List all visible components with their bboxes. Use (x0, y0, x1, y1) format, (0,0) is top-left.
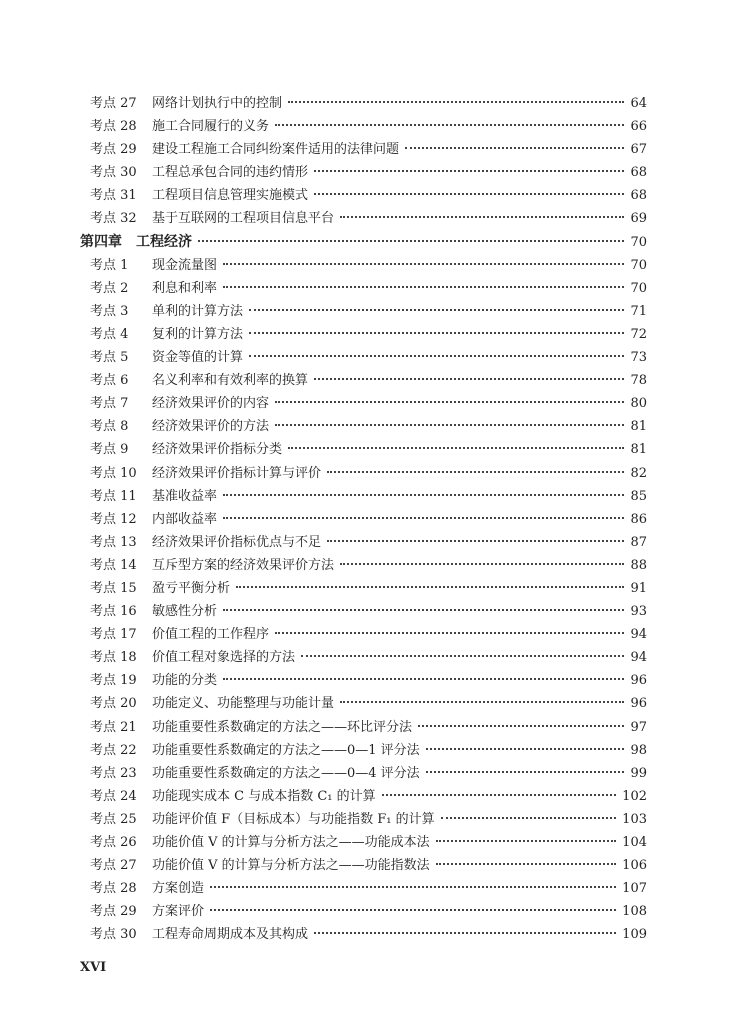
entry-label: 考点 29 (90, 142, 137, 158)
entry-label: 考点 27 (90, 858, 137, 874)
entry-label: 考点 17 (90, 627, 137, 643)
toc-entry[interactable] (80, 669, 647, 692)
entry-label: 考点 13 (90, 534, 137, 550)
entry-label: 考点 11 (90, 488, 137, 504)
entry-label: 考点 23 (90, 765, 137, 781)
entry-page-number: 67 (630, 142, 647, 158)
entry-label: 考点 20 (90, 696, 137, 712)
dot-leader (441, 817, 617, 819)
dot-leader (275, 632, 624, 634)
dot-leader (314, 378, 624, 380)
entry-title: 功能定义、功能整理与功能计量 (152, 696, 335, 712)
entry-title: 利息和利率 (152, 280, 218, 296)
dot-leader (210, 886, 616, 888)
toc-entry[interactable] (80, 485, 647, 508)
entry-label: 考点 9 (90, 442, 129, 458)
dot-leader (223, 494, 624, 496)
entry-title: 方案评价 (152, 904, 205, 920)
entry-page-number: 96 (630, 696, 647, 712)
dot-leader (405, 147, 624, 149)
entry-label: 考点 5 (90, 350, 129, 366)
dot-leader (288, 101, 624, 103)
entry-page-number: 88 (630, 557, 647, 573)
dot-leader (223, 263, 624, 265)
toc-entry[interactable] (80, 184, 647, 207)
toc-entry[interactable] (80, 600, 647, 623)
entry-page-number: 97 (630, 719, 647, 735)
entry-label: 考点 8 (90, 419, 129, 435)
entry-label: 考点 26 (90, 835, 137, 850)
entry-label: 考点 3 (90, 303, 129, 319)
entry-title: 功能重要性系数确定的方法之——0—1 评分法 (152, 742, 420, 758)
entry-label: 考点 24 (90, 788, 137, 804)
entry-title: 经济效果评价指标分类 (152, 442, 283, 458)
entry-label: 考点 29 (90, 904, 137, 920)
toc-entry[interactable] (80, 392, 647, 415)
page-number: XVI (80, 960, 107, 975)
dot-leader (236, 586, 624, 588)
toc-entry[interactable] (80, 415, 647, 438)
dot-leader (275, 424, 624, 426)
toc-entry[interactable] (80, 207, 647, 230)
toc-entry[interactable] (80, 115, 647, 138)
toc-entry[interactable] (80, 623, 647, 646)
entry-title: 现金流量图 (152, 257, 218, 273)
entry-title: 互斥型方案的经济效果评价方法 (152, 557, 335, 573)
entry-label: 考点 7 (90, 396, 129, 412)
toc-entry[interactable] (80, 438, 647, 461)
dot-leader (198, 240, 624, 242)
entry-label: 考点 28 (90, 881, 137, 897)
toc-entry[interactable] (80, 716, 647, 739)
entry-page-number: 99 (630, 765, 647, 781)
entry-title: 工程项目信息管理实施模式 (152, 188, 309, 204)
toc-entry[interactable] (80, 138, 647, 161)
entry-title: 工程经济 (136, 233, 192, 250)
entry-page-number: 93 (630, 604, 647, 620)
entry-page-number: 70 (630, 257, 647, 273)
entry-page-number: 69 (630, 211, 647, 227)
entry-label: 考点 6 (90, 373, 129, 389)
dot-leader (436, 840, 617, 842)
entry-title: 盈亏平衡分析 (152, 580, 231, 596)
entry-page-number: 78 (630, 373, 647, 389)
toc-entry[interactable] (80, 508, 647, 531)
dot-leader (340, 701, 624, 703)
entry-title: 功能价值 V 的计算与分析方法之——功能指数法 (152, 858, 430, 874)
entry-page-number: 107 (622, 881, 647, 897)
entry-label: 考点 21 (90, 719, 137, 735)
entry-label: 考点 18 (90, 650, 137, 666)
entry-page-number: 72 (630, 326, 647, 342)
dot-leader (426, 748, 625, 750)
entry-label: 考点 4 (90, 326, 129, 342)
toc-entry[interactable] (80, 462, 647, 485)
dot-leader (223, 286, 624, 288)
entry-page-number: 108 (622, 904, 647, 920)
entry-title: 经济效果评价指标计算与评价 (152, 465, 322, 481)
entry-title: 价值工程对象选择的方法 (152, 650, 296, 666)
toc-entry[interactable] (80, 692, 647, 715)
table-of-contents (80, 92, 647, 946)
entry-label: 考点 27 (90, 96, 137, 111)
dot-leader (249, 332, 624, 334)
dot-leader (314, 170, 624, 172)
toc-entry[interactable] (80, 323, 647, 346)
entry-title: 网络计划执行中的控制 (152, 96, 283, 111)
dot-leader (210, 909, 616, 911)
dot-leader (436, 863, 617, 865)
entry-title: 功能价值 V 的计算与分析方法之——功能成本法 (152, 835, 430, 850)
toc-entry[interactable] (80, 577, 647, 600)
entry-page-number: 81 (630, 419, 647, 435)
entry-label: 考点 16 (90, 604, 137, 620)
entry-label: 考点 32 (90, 211, 137, 227)
entry-page-number: 94 (630, 627, 647, 643)
entry-page-number: 91 (630, 580, 647, 596)
entry-page-number: 68 (630, 188, 647, 204)
entry-page-number: 82 (630, 465, 647, 481)
entry-title: 功能重要性系数确定的方法之——0—4 评分法 (152, 765, 420, 781)
toc-entry[interactable] (80, 762, 647, 785)
entry-label: 考点 15 (90, 580, 137, 596)
toc-entry[interactable] (80, 346, 647, 369)
dot-leader (223, 609, 624, 611)
entry-page-number: 96 (630, 673, 647, 689)
entry-label: 考点 30 (90, 165, 137, 181)
dot-leader (340, 563, 624, 565)
entry-title: 功能现实成本 C 与成本指数 C₁ 的计算 (152, 788, 376, 804)
entry-page-number: 68 (630, 165, 647, 181)
dot-leader (249, 355, 624, 357)
entry-label: 考点 19 (90, 673, 137, 689)
entry-title: 功能的分类 (152, 673, 218, 689)
entry-title: 工程总承包合同的违约情形 (152, 165, 309, 181)
dot-leader (327, 471, 624, 473)
toc-entry[interactable] (80, 300, 647, 323)
dot-leader (340, 216, 624, 218)
entry-title: 功能重要性系数确定的方法之——环比评分法 (152, 719, 413, 735)
entry-page-number: 86 (630, 511, 647, 527)
entry-page-number: 66 (630, 119, 647, 135)
toc-entry[interactable] (80, 161, 647, 184)
toc-entry[interactable] (80, 92, 647, 115)
toc-entry[interactable] (80, 254, 647, 277)
toc-entry[interactable] (80, 923, 647, 946)
entry-page-number: 73 (630, 350, 647, 366)
entry-title: 单利的计算方法 (152, 303, 244, 319)
dot-leader (426, 771, 625, 773)
entry-label: 考点 14 (90, 557, 137, 573)
toc-entry[interactable] (80, 277, 647, 300)
dot-leader (418, 725, 624, 727)
dot-leader (301, 655, 624, 657)
entry-label: 考点 12 (90, 511, 137, 527)
entry-title: 基准收益率 (152, 488, 218, 504)
entry-page-number: 98 (630, 742, 647, 758)
entry-title: 建设工程施工合同纠纷案件适用的法律问题 (152, 142, 400, 158)
entry-title: 工程寿命周期成本及其构成 (152, 927, 309, 943)
dot-leader (314, 932, 616, 934)
entry-title: 施工合同履行的义务 (152, 119, 270, 135)
dot-leader (275, 124, 624, 126)
entry-title: 复利的计算方法 (152, 326, 244, 342)
entry-page-number: 70 (630, 234, 647, 250)
toc-entry[interactable] (80, 808, 647, 831)
dot-leader (288, 447, 624, 449)
toc-entry[interactable] (80, 531, 647, 554)
entry-title: 经济效果评价的内容 (152, 396, 270, 412)
toc-entry[interactable] (80, 877, 647, 900)
entry-page-number: 80 (630, 396, 647, 412)
entry-page-number: 81 (630, 442, 647, 458)
entry-page-number: 64 (630, 96, 647, 111)
toc-entry[interactable] (80, 646, 647, 669)
entry-page-number: 103 (622, 811, 647, 827)
entry-title: 经济效果评价指标优点与不足 (152, 534, 322, 550)
toc-entry[interactable] (80, 831, 647, 854)
entry-page-number: 106 (622, 858, 647, 874)
dot-leader (223, 517, 624, 519)
dot-leader (223, 678, 624, 680)
entry-title: 资金等值的计算 (152, 350, 244, 366)
entry-page-number: 87 (630, 534, 647, 550)
entry-page-number: 104 (622, 835, 647, 850)
entry-page-number: 85 (630, 488, 647, 504)
entry-title: 敏感性分析 (152, 604, 218, 620)
entry-title: 方案创造 (152, 881, 205, 897)
entry-page-number: 71 (630, 303, 647, 319)
dot-leader (327, 540, 624, 542)
dot-leader (382, 794, 617, 796)
toc-entry[interactable] (80, 554, 647, 577)
dot-leader (275, 401, 624, 403)
entry-page-number: 109 (622, 927, 647, 943)
toc-entry[interactable] (80, 900, 647, 923)
entry-title: 经济效果评价的方法 (152, 419, 270, 435)
entry-label: 考点 2 (90, 280, 129, 296)
entry-page-number: 70 (630, 280, 647, 296)
entry-label: 考点 25 (90, 811, 137, 827)
dot-leader (249, 309, 624, 311)
entry-title: 基于互联网的工程项目信息平台 (152, 211, 335, 227)
entry-title: 内部收益率 (152, 511, 218, 527)
entry-label: 第四章 (80, 233, 122, 250)
toc-entry[interactable] (80, 854, 647, 877)
entry-page-number: 94 (630, 650, 647, 666)
toc-entry[interactable] (80, 785, 647, 808)
entry-title: 功能评价值 F（目标成本）与功能指数 F₁ 的计算 (152, 811, 435, 827)
dot-leader (314, 193, 624, 195)
entry-label: 考点 31 (90, 188, 137, 204)
toc-entry[interactable] (80, 369, 647, 392)
entry-label: 考点 30 (90, 927, 137, 943)
entry-label: 考点 1 (90, 257, 129, 273)
entry-label: 考点 22 (90, 742, 137, 758)
entry-label: 考点 10 (90, 465, 137, 481)
toc-chapter-entry[interactable] (80, 231, 647, 254)
entry-title: 价值工程的工作程序 (152, 627, 270, 643)
toc-entry[interactable] (80, 739, 647, 762)
entry-label: 考点 28 (90, 119, 137, 135)
entry-title: 名义利率和有效利率的换算 (152, 373, 309, 389)
entry-page-number: 102 (622, 788, 647, 804)
